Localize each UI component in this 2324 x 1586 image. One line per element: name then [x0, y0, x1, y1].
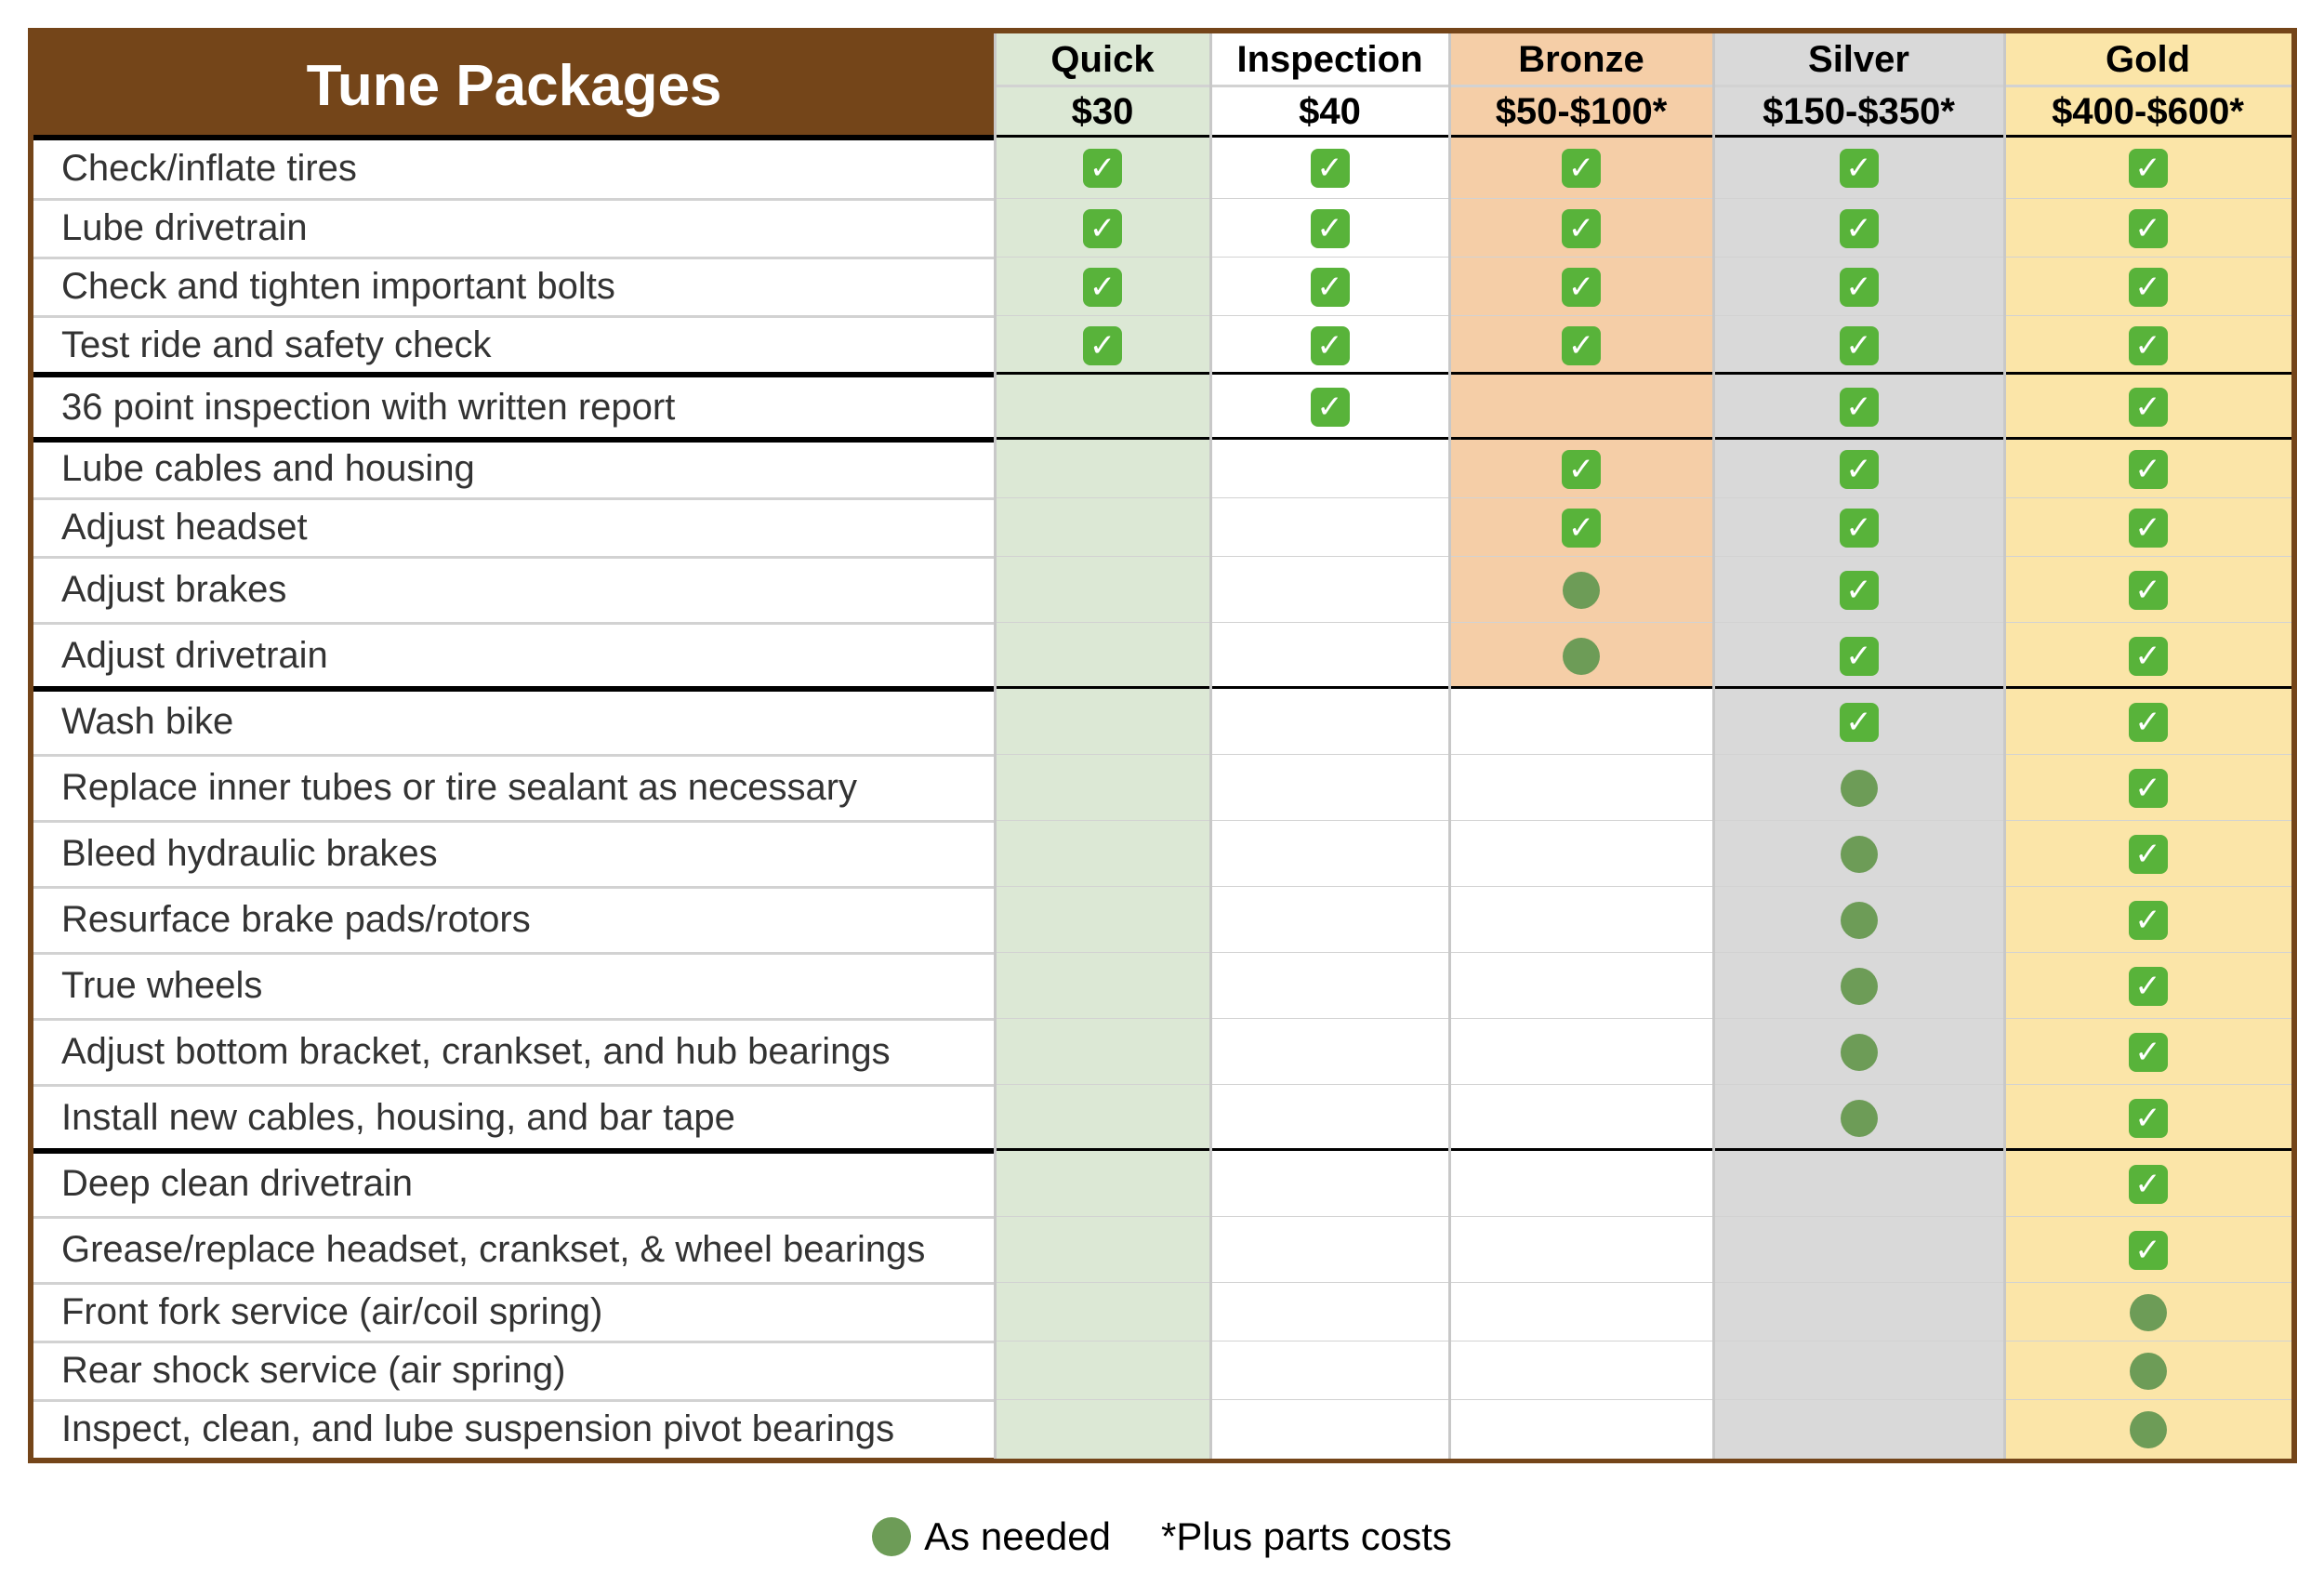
as-needed-dot-icon: [2130, 1353, 2167, 1390]
as-needed-dot-icon: [1841, 968, 1878, 1005]
package-cell-gold: [2004, 755, 2291, 821]
column-divider: [1209, 33, 1212, 1459]
checkmark-icon: ✓: [2129, 1165, 2168, 1204]
package-cell-silver: [1713, 498, 2004, 557]
package-cell-bronze: [1449, 498, 1713, 557]
package-cell-silver: [1713, 440, 2004, 498]
package-cell-bronze: [1449, 1151, 1713, 1217]
package-cell-gold: [2004, 1151, 2291, 1217]
as-needed-dot-icon: [1563, 572, 1600, 609]
package-cell-silver: [1713, 1283, 2004, 1341]
legend-parts-note: *Plus parts costs: [1161, 1514, 1452, 1558]
checkmark-icon: ✓: [1083, 326, 1122, 365]
package-cell-gold: [2004, 623, 2291, 689]
package-cell-silver: [1713, 199, 2004, 258]
package-cell-bronze: [1449, 623, 1713, 689]
package-name-inspection: Inspection: [1210, 33, 1449, 86]
package-cell-gold: [2004, 887, 2291, 953]
checkmark-icon: ✓: [1311, 149, 1350, 188]
as-needed-dot-icon: [1841, 770, 1878, 807]
package-cell-inspection: [1210, 199, 1449, 258]
checkmark-icon: ✓: [1562, 450, 1601, 489]
package-cell-inspection: [1210, 1019, 1449, 1085]
package-cell-silver: [1713, 821, 2004, 887]
checkmark-icon: ✓: [2129, 703, 2168, 742]
package-cell-inspection: [1210, 258, 1449, 316]
package-cell-quick: [995, 755, 1210, 821]
package-cell-silver: [1713, 1341, 2004, 1400]
checkmark-icon: ✓: [1311, 388, 1350, 427]
checkmark-icon: ✓: [1840, 388, 1879, 427]
package-cell-silver: [1713, 1400, 2004, 1459]
row-label: Replace inner tubes or tire sealant as necessary: [61, 767, 858, 808]
package-cell-gold: [2004, 953, 2291, 1019]
legend: [0, 1504, 2324, 1569]
row-label: True wheels: [61, 965, 263, 1006]
table-title: Tune Packages: [33, 33, 995, 138]
checkmark-icon: ✓: [2129, 1099, 2168, 1138]
package-cell-gold: [2004, 498, 2291, 557]
package-cell-silver: [1713, 1085, 2004, 1151]
package-cell-quick: [995, 1341, 1210, 1400]
package-cell-bronze: [1449, 755, 1713, 821]
package-cell-quick: [995, 821, 1210, 887]
package-cell-quick: [995, 887, 1210, 953]
package-cell-gold: [2004, 1400, 2291, 1459]
row-label: Rear shock service (air spring): [61, 1350, 566, 1391]
package-cell-quick: [995, 258, 1210, 316]
package-cell-bronze: [1449, 1019, 1713, 1085]
checkmark-icon: ✓: [1840, 268, 1879, 307]
package-cell-inspection: [1210, 138, 1449, 199]
checkmark-icon: ✓: [2129, 835, 2168, 874]
package-cell-inspection: [1210, 557, 1449, 623]
package-cell-inspection: [1210, 1283, 1449, 1341]
package-cell-silver: [1713, 1151, 2004, 1217]
package-price-bronze: $50-$100*: [1449, 86, 1713, 138]
row-label: Lube cables and housing: [61, 448, 475, 489]
package-cell-bronze: [1449, 1217, 1713, 1283]
package-cell-inspection: [1210, 1217, 1449, 1283]
package-cell-inspection: [1210, 440, 1449, 498]
checkmark-icon: ✓: [1083, 149, 1122, 188]
package-cell-inspection: [1210, 375, 1449, 440]
checkmark-icon: ✓: [1083, 209, 1122, 248]
row-label: Adjust bottom bracket, crankset, and hub bearings: [61, 1031, 891, 1072]
package-cell-silver: [1713, 557, 2004, 623]
as-needed-dot-icon: [1841, 1100, 1878, 1137]
as-needed-dot-icon: [1841, 902, 1878, 939]
checkmark-icon: ✓: [1311, 326, 1350, 365]
package-cell-silver: [1713, 138, 2004, 199]
package-cell-silver: [1713, 689, 2004, 755]
header-divider: [995, 85, 2291, 87]
package-cell-silver: [1713, 887, 2004, 953]
package-cell-bronze: [1449, 138, 1713, 199]
checkmark-icon: ✓: [1840, 571, 1879, 610]
row-label: 36 point inspection with written report: [61, 386, 676, 428]
row-label: Bleed hydraulic brakes: [61, 833, 438, 874]
checkmark-icon: ✓: [2129, 149, 2168, 188]
package-cell-quick: [995, 689, 1210, 755]
package-cell-silver: [1713, 1217, 2004, 1283]
package-cell-bronze: [1449, 953, 1713, 1019]
checkmark-icon: ✓: [1311, 268, 1350, 307]
package-name-quick: Quick: [995, 33, 1210, 86]
package-cell-silver: [1713, 755, 2004, 821]
as-needed-dot-icon: [1841, 1034, 1878, 1071]
package-cell-quick: [995, 623, 1210, 689]
checkmark-icon: ✓: [1840, 637, 1879, 676]
column-divider: [994, 33, 997, 1459]
package-cell-quick: [995, 1283, 1210, 1341]
package-cell-quick: [995, 316, 1210, 375]
checkmark-icon: ✓: [2129, 967, 2168, 1006]
row-label: Grease/replace headset, crankset, & wheel bearings: [61, 1229, 926, 1270]
package-price-silver: $150-$350*: [1713, 86, 2004, 138]
checkmark-icon: ✓: [2129, 637, 2168, 676]
checkmark-icon: ✓: [2129, 571, 2168, 610]
checkmark-icon: ✓: [2129, 1231, 2168, 1270]
package-cell-quick: [995, 1217, 1210, 1283]
package-cell-bronze: [1449, 258, 1713, 316]
checkmark-icon: ✓: [2129, 450, 2168, 489]
checkmark-icon: ✓: [1562, 209, 1601, 248]
package-cell-inspection: [1210, 821, 1449, 887]
as-needed-dot-icon: [872, 1517, 911, 1556]
column-divider: [2003, 33, 2006, 1459]
package-cell-inspection: [1210, 498, 1449, 557]
package-cell-bronze: [1449, 199, 1713, 258]
checkmark-icon: ✓: [1840, 149, 1879, 188]
package-cell-quick: [995, 199, 1210, 258]
package-cell-inspection: [1210, 623, 1449, 689]
package-cell-gold: [2004, 440, 2291, 498]
row-label: Wash bike: [61, 701, 234, 742]
row-label: Check and tighten important bolts: [61, 266, 615, 307]
package-cell-quick: [995, 1151, 1210, 1217]
row-label: Lube drivetrain: [61, 207, 308, 248]
package-cell-inspection: [1210, 953, 1449, 1019]
package-cell-silver: [1713, 316, 2004, 375]
package-cell-inspection: [1210, 316, 1449, 375]
package-cell-inspection: [1210, 1341, 1449, 1400]
package-cell-bronze: [1449, 1400, 1713, 1459]
package-cell-gold: [2004, 689, 2291, 755]
package-cell-bronze: [1449, 1283, 1713, 1341]
row-label: Test ride and safety check: [61, 324, 492, 365]
checkmark-icon: ✓: [2129, 268, 2168, 307]
package-cell-silver: [1713, 1019, 2004, 1085]
package-cell-quick: [995, 557, 1210, 623]
package-cell-bronze: [1449, 440, 1713, 498]
package-cell-gold: [2004, 199, 2291, 258]
package-cell-quick: [995, 498, 1210, 557]
package-cell-gold: [2004, 1019, 2291, 1085]
package-cell-inspection: [1210, 887, 1449, 953]
checkmark-icon: ✓: [1840, 509, 1879, 548]
package-cell-quick: [995, 953, 1210, 1019]
as-needed-dot-icon: [1841, 836, 1878, 873]
package-cell-gold: [2004, 557, 2291, 623]
package-cell-bronze: [1449, 557, 1713, 623]
package-cell-bronze: [1449, 1085, 1713, 1151]
package-cell-silver: [1713, 953, 2004, 1019]
package-cell-bronze: [1449, 887, 1713, 953]
row-label: Adjust headset: [61, 507, 308, 548]
package-cell-bronze: [1449, 1341, 1713, 1400]
package-cell-inspection: [1210, 755, 1449, 821]
checkmark-icon: ✓: [1562, 326, 1601, 365]
package-cell-bronze: [1449, 316, 1713, 375]
package-name-gold: Gold: [2004, 33, 2291, 86]
package-name-silver: Silver: [1713, 33, 2004, 86]
package-cell-gold: [2004, 1217, 2291, 1283]
package-cell-silver: [1713, 375, 2004, 440]
checkmark-icon: ✓: [1840, 450, 1879, 489]
checkmark-icon: ✓: [2129, 901, 2168, 940]
package-cell-gold: [2004, 316, 2291, 375]
package-cell-inspection: [1210, 1151, 1449, 1217]
checkmark-icon: ✓: [1562, 268, 1601, 307]
package-cell-bronze: [1449, 821, 1713, 887]
row-label: Adjust drivetrain: [61, 635, 328, 676]
package-cell-quick: [995, 440, 1210, 498]
row-label: Install new cables, housing, and bar tape: [61, 1097, 735, 1138]
as-needed-dot-icon: [2130, 1411, 2167, 1448]
checkmark-icon: ✓: [1840, 703, 1879, 742]
package-cell-quick: [995, 138, 1210, 199]
package-cell-quick: [995, 1085, 1210, 1151]
checkmark-icon: ✓: [1562, 149, 1601, 188]
checkmark-icon: ✓: [2129, 209, 2168, 248]
row-label: Adjust brakes: [61, 569, 287, 610]
row-label: Resurface brake pads/rotors: [61, 899, 531, 940]
legend-as-needed-label: As needed: [924, 1514, 1112, 1558]
package-price-inspection: $40: [1210, 86, 1449, 138]
checkmark-icon: ✓: [2129, 388, 2168, 427]
package-cell-gold: [2004, 258, 2291, 316]
package-cell-quick: [995, 1400, 1210, 1459]
package-name-bronze: Bronze: [1449, 33, 1713, 86]
package-price-gold: $400-$600*: [2004, 86, 2291, 138]
package-price-quick: $30: [995, 86, 1210, 138]
row-label: Check/inflate tires: [61, 147, 357, 189]
checkmark-icon: ✓: [2129, 769, 2168, 808]
column-divider: [1712, 33, 1715, 1459]
package-cell-gold: [2004, 821, 2291, 887]
checkmark-icon: ✓: [2129, 509, 2168, 548]
package-cell-inspection: [1210, 1085, 1449, 1151]
row-label: Inspect, clean, and lube suspension pivot bearings: [61, 1408, 895, 1449]
checkmark-icon: ✓: [1840, 326, 1879, 365]
package-cell-quick: [995, 1019, 1210, 1085]
as-needed-dot-icon: [2130, 1294, 2167, 1331]
tune-packages-table: [28, 28, 2297, 1463]
checkmark-icon: ✓: [2129, 1033, 2168, 1072]
package-cell-silver: [1713, 623, 2004, 689]
column-divider: [1448, 33, 1451, 1459]
as-needed-dot-icon: [1563, 638, 1600, 675]
checkmark-icon: ✓: [2129, 326, 2168, 365]
package-cell-gold: [2004, 1341, 2291, 1400]
package-cell-gold: [2004, 138, 2291, 199]
package-cell-bronze: [1449, 375, 1713, 440]
checkmark-icon: ✓: [1311, 209, 1350, 248]
package-cell-inspection: [1210, 689, 1449, 755]
package-cell-gold: [2004, 1085, 2291, 1151]
package-cell-gold: [2004, 375, 2291, 440]
package-cell-quick: [995, 375, 1210, 440]
package-cell-inspection: [1210, 1400, 1449, 1459]
row-label: Deep clean drivetrain: [61, 1163, 413, 1204]
checkmark-icon: ✓: [1083, 268, 1122, 307]
checkmark-icon: ✓: [1840, 209, 1879, 248]
row-label: Front fork service (air/coil spring): [61, 1291, 603, 1332]
package-cell-silver: [1713, 258, 2004, 316]
package-cell-bronze: [1449, 689, 1713, 755]
package-cell-gold: [2004, 1283, 2291, 1341]
checkmark-icon: ✓: [1562, 509, 1601, 548]
